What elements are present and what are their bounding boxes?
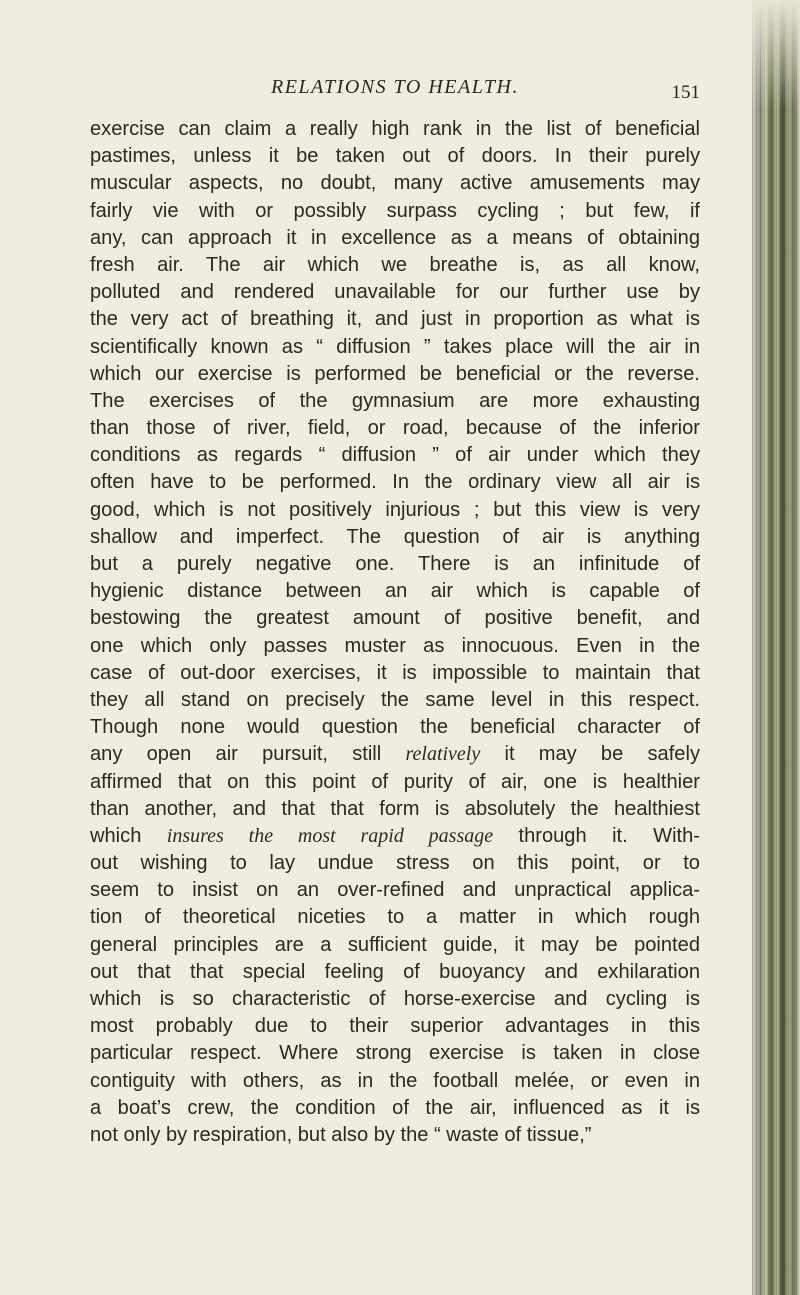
text-line: case of out-door exercises, it is impossible to maintain that: [90, 661, 700, 684]
text-line: but a purely negative one. There is an infinitude of: [90, 553, 700, 575]
text-line: exercise can claim a really high rank in the list of beneficial: [90, 118, 700, 140]
binding-highlight: [752, 0, 800, 110]
text-line: out wishing to lay undue stress on this point, or to: [90, 852, 700, 875]
text-line: out that that special feeling of buoyancy and exhilaration: [90, 960, 700, 983]
page-number: 151: [671, 82, 700, 103]
text-line: hygienic distance between an air which is capable of: [90, 580, 700, 603]
text-line: one which only passes muster as innocuous. Even in the: [90, 634, 700, 657]
text-line: which insures the most rapid passage through it. With-: [90, 824, 700, 847]
text-line: The exercises of the gymnasium are more exhausting: [90, 389, 700, 412]
text-line: which our exercise is performed be beneficial or the reverse.: [90, 362, 700, 385]
text-line: tion of theoretical niceties to a matter in which rough: [90, 906, 700, 929]
text-line: not only by respiration, but also by the “ waste of tissue,”: [90, 1123, 592, 1146]
text-line: shallow and imperfect. The question of air is anything: [90, 525, 700, 548]
text-line: than those of river, field, or road, because of the inferior: [90, 417, 700, 440]
text-line: polluted and rendered unavailable for our further use by: [90, 281, 700, 304]
text-line: bestowing the greatest amount of positive benefit, and: [90, 607, 700, 630]
body-paragraph: [90, 116, 700, 1149]
text-line: muscular aspects, no doubt, many active amusements may: [90, 172, 700, 195]
italic-emphasis: relatively: [405, 743, 481, 766]
text-line: any open air pursuit, still relatively it may be safely: [90, 743, 700, 766]
text-line: most probably due to their superior advantages in this: [90, 1015, 700, 1038]
text-line: conditions as regards “ diffusion ” of air under which they: [90, 444, 700, 467]
text-line: often have to be performed. In the ordinary view all air is: [90, 471, 700, 494]
running-head: RELATIONS TO HEALTH.: [271, 76, 519, 98]
italic-emphasis: insures the most rapid passage: [166, 824, 494, 847]
text-line: particular respect. Where strong exercise is taken in close: [90, 1042, 700, 1065]
text-line: any, can approach it in excellence as a means of obtaining: [90, 226, 700, 249]
text-line: than another, and that that form is absolutely the healthiest: [90, 797, 700, 820]
text-line: general principles are a sufficient guide, it may be pointed: [90, 933, 700, 956]
text-line: a boat’s crew, the condition of the air, influenced as it is: [90, 1096, 700, 1119]
page-header: [90, 64, 700, 104]
text-line: they all stand on precisely the same level in this respect.: [90, 688, 700, 711]
text-line: fairly vie with or possibly surpass cycling ; but few, if: [90, 199, 700, 222]
text-line: which is so characteristic of horse-exercise and cycling is: [90, 988, 700, 1010]
text-line: scientifically known as “ diffusion ” takes place will the air in: [90, 335, 700, 358]
text-line: contiguity with others, as in the football melée, or even in: [90, 1069, 700, 1092]
text-line: the very act of breathing it, and just in proportion as what is: [90, 308, 700, 331]
binding-texture: [752, 0, 800, 1295]
text-line: pastimes, unless it be taken out of doors. In their purely: [90, 145, 700, 168]
text-line: seem to insist on an over-refined and unpractical applica-: [90, 879, 700, 902]
text-line: Though none would question the beneficial character of: [90, 716, 700, 739]
text-line: fresh air. The air which we breathe is, as all know,: [90, 253, 700, 276]
book-binding-edge: [752, 0, 800, 1295]
text-line: good, which is not positively injurious ; but this view is very: [90, 498, 700, 521]
text-line: affirmed that on this point of purity of air, one is healthier: [90, 770, 700, 793]
